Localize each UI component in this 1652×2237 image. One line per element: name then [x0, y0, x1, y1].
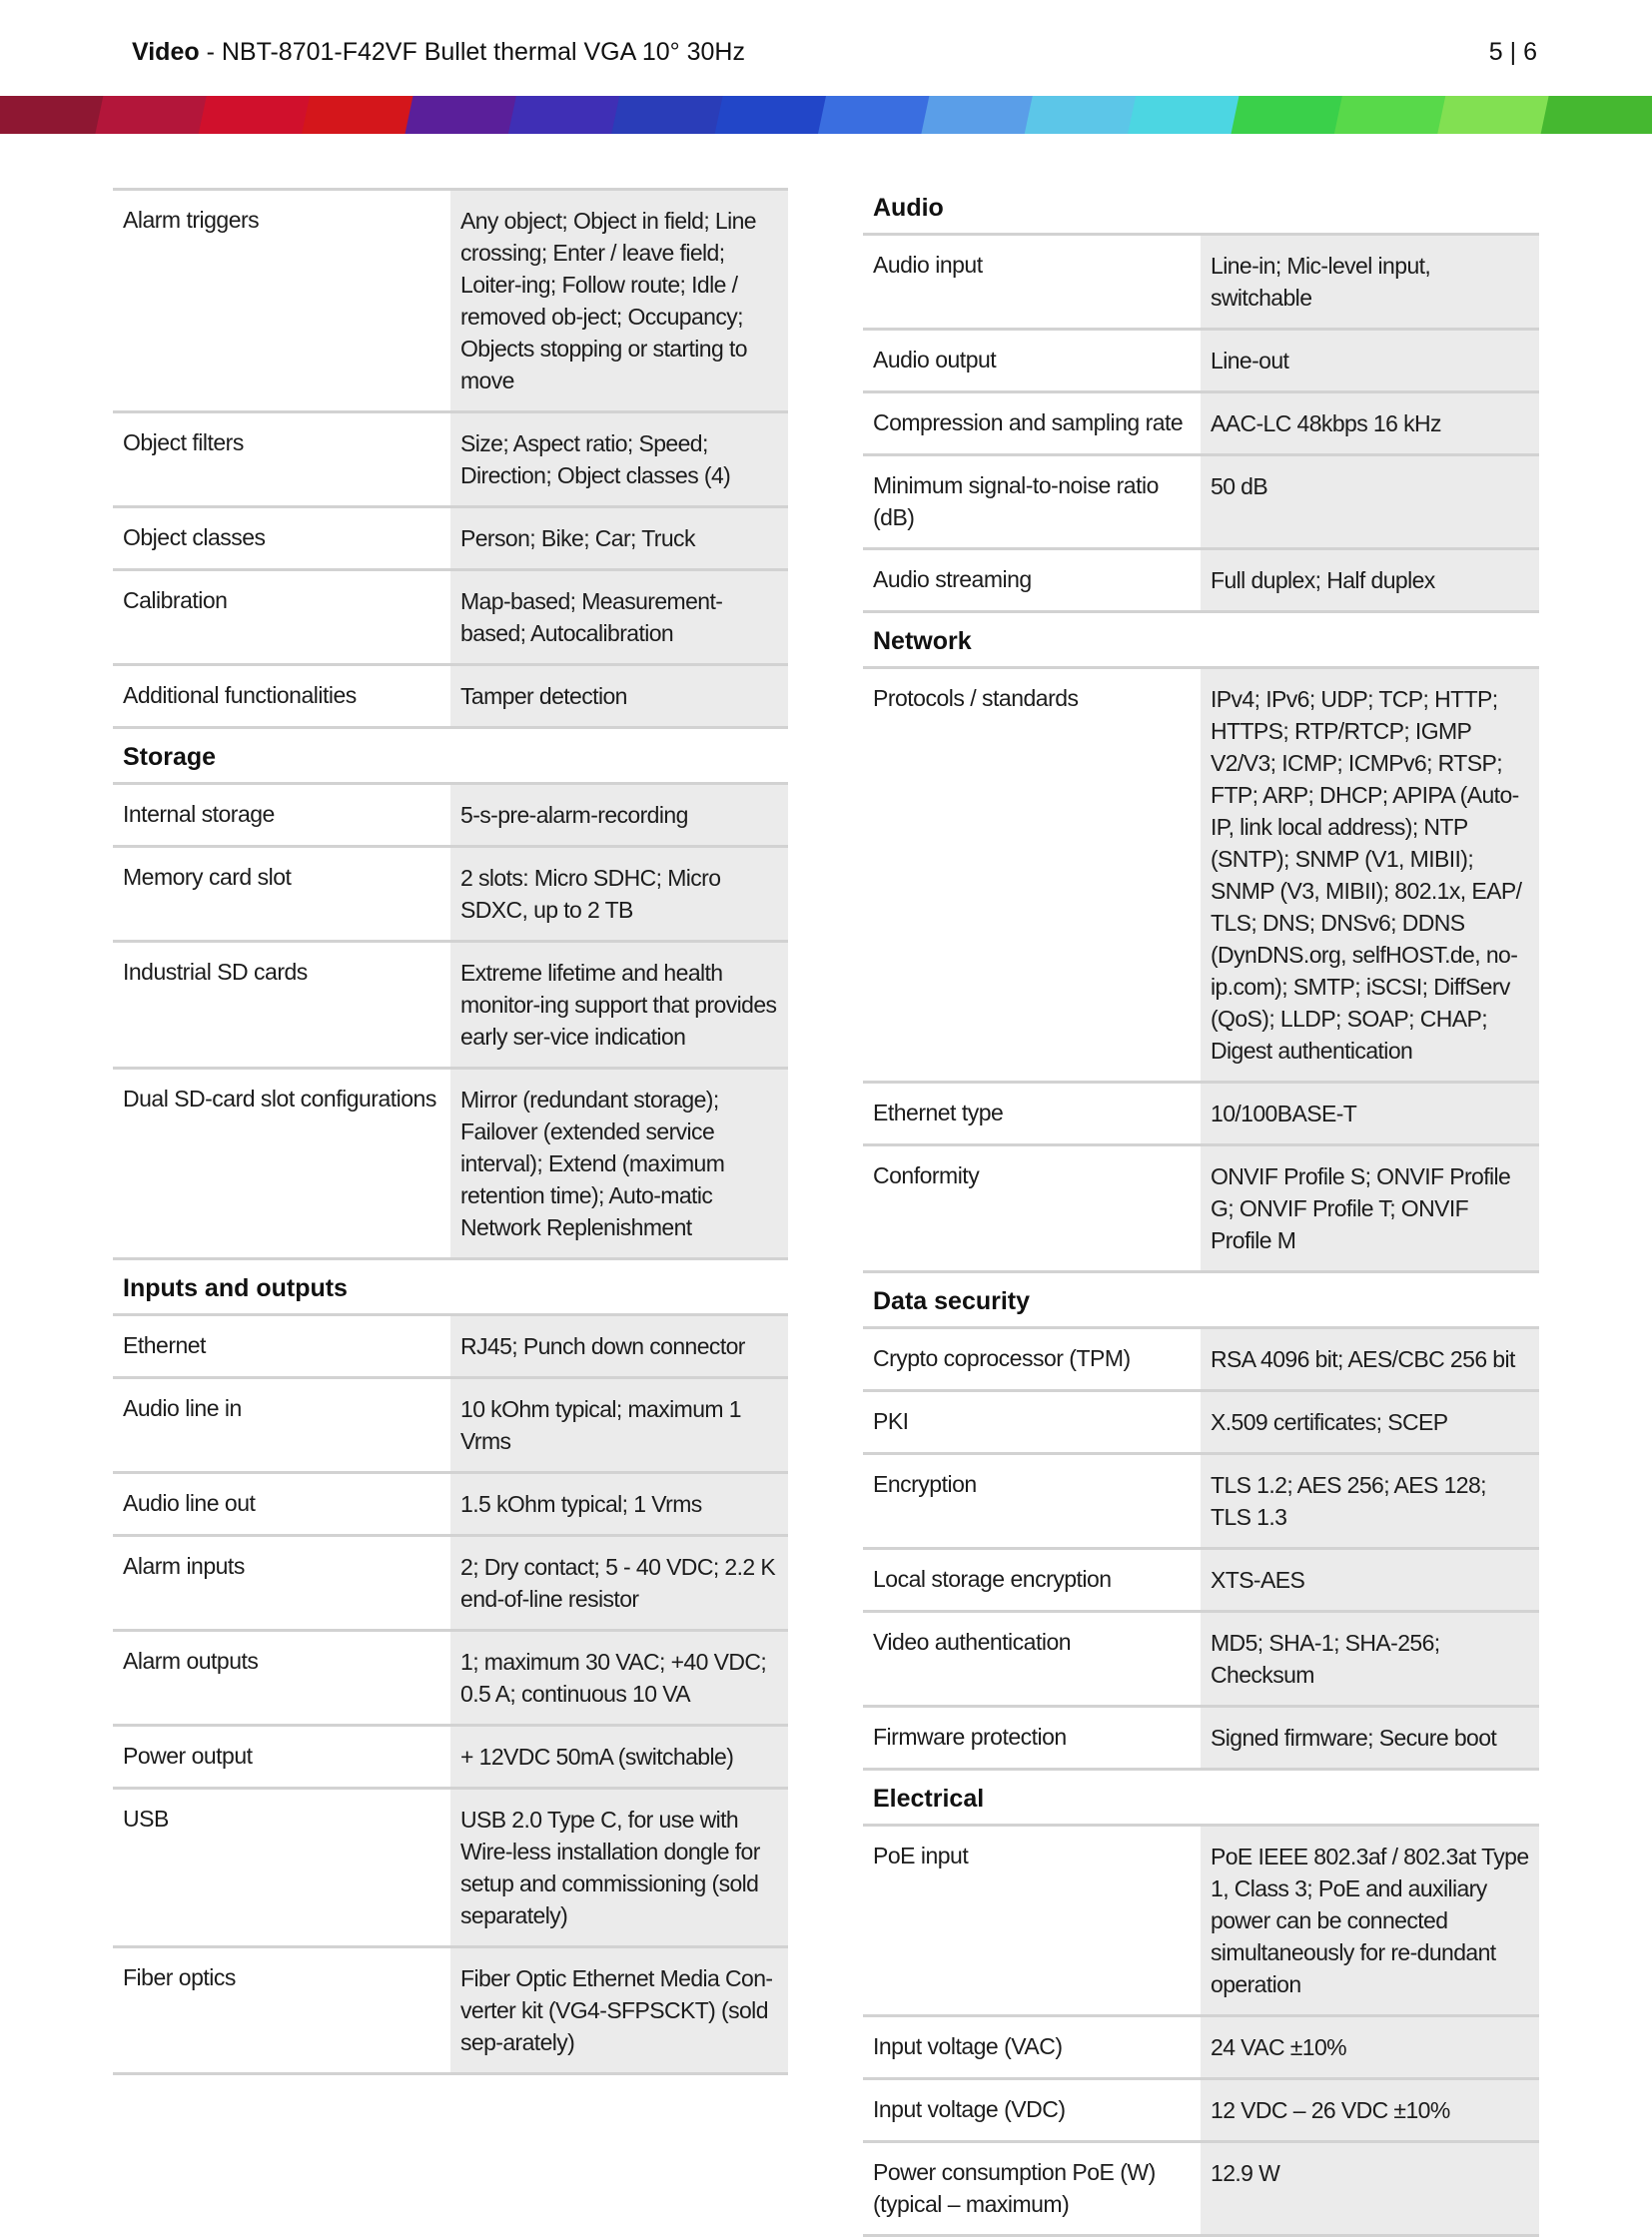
- spec-value: 12 VDC – 26 VDC ±10%: [1201, 2080, 1539, 2140]
- spec-label: Power output: [123, 1743, 253, 1769]
- spec-row-firmware-protection: [863, 1708, 1539, 1771]
- spec-row-ethernet: [113, 1316, 788, 1379]
- spec-value: Any object; Object in field; Line crossing; Enter / leave field; Loiter-ing; Follow route; Idle / removed ob-ject; Occupancy; Objects stopping or starting to move: [450, 191, 788, 410]
- spec-label: Video authentication: [873, 1629, 1072, 1655]
- spec-label: Audio output: [873, 347, 997, 373]
- spec-value: Line-in; Mic-level input, switchable: [1201, 236, 1539, 328]
- spec-label: PoE input: [873, 1843, 969, 1868]
- stripe-segment: [1128, 96, 1246, 134]
- spec-row-pki: [863, 1392, 1539, 1455]
- spec-label: Crypto coprocessor (TPM): [873, 1345, 1131, 1371]
- section-heading: Storage: [113, 729, 788, 785]
- spec-label: Local storage encryption: [873, 1566, 1112, 1592]
- spec-label: Ethernet: [123, 1332, 206, 1358]
- spec-row-crypto-coprocessor-tpm: [863, 1329, 1539, 1392]
- spec-value: ONVIF Profile S; ONVIF Profile G; ONVIF Profile T; ONVIF Profile M: [1201, 1146, 1539, 1270]
- spec-label: Alarm inputs: [123, 1553, 245, 1579]
- spec-row-usb: [113, 1790, 788, 1948]
- spec-label: Object filters: [123, 429, 244, 455]
- spec-value: + 12VDC 50mA (switchable): [450, 1727, 788, 1787]
- spec-value: Line-out: [1201, 331, 1539, 390]
- spec-row-power-output: [113, 1727, 788, 1790]
- spec-row-video-authentication: [863, 1613, 1539, 1708]
- spec-label: PKI: [873, 1408, 909, 1434]
- video-analytics-section: [113, 188, 788, 729]
- stripe-segment: [1025, 96, 1144, 134]
- spec-row-local-storage-encryption: [863, 1550, 1539, 1613]
- spec-value: Person; Bike; Car; Truck: [450, 508, 788, 568]
- spec-row-encryption: [863, 1455, 1539, 1550]
- spec-value: 12.9 W: [1201, 2143, 1539, 2234]
- spec-row-alarm-triggers: [113, 188, 788, 413]
- spec-label: Additional functionalities: [123, 682, 357, 708]
- page-header: [0, 0, 1652, 96]
- spec-row-protocols-standards: [863, 669, 1539, 1084]
- spec-row-audio-line-in: [113, 1379, 788, 1474]
- spec-value: Size; Aspect ratio; Speed; Direction; Object classes (4): [450, 413, 788, 505]
- spec-value: Mirror (redundant storage); Failover (extended service interval); Extend (maximum retention time); Auto-matic Network Replenishment: [450, 1070, 788, 1257]
- section-heading: Data security: [863, 1273, 1539, 1329]
- spec-value: 10 kOhm typical; maximum 1 Vrms: [450, 1379, 788, 1471]
- stripe-segment: [406, 96, 524, 134]
- spec-value: IPv4; IPv6; UDP; TCP; HTTP; HTTPS; RTP/RTCP; IGMP V2/V3; ICMP; ICMPv6; RTSP; FTP; ARP; DHCP; APIPA (Auto-IP, link local address); NTP (SNTP); SNMP (V1, MIBII); SNMP (V3, MIBII); 802.1x, EAP/ TLS; DNS; DNSv6; DDNS (DynDNS.org, selfHOST.de, no-ip.com); SMTP; iSCSI; DiffServ (QoS); LLDP; SOAP; CHAP; Digest authentication: [1201, 669, 1539, 1081]
- spec-value: MD5; SHA-1; SHA-256; Checksum: [1201, 1613, 1539, 1705]
- section-heading: Electrical: [863, 1771, 1539, 1827]
- stripe-segment: [818, 96, 937, 134]
- section-heading: Inputs and outputs: [113, 1260, 788, 1316]
- stripe-segment: [715, 96, 834, 134]
- spec-label: Dual SD-card slot configurations: [123, 1086, 436, 1112]
- spec-label: Fiber optics: [123, 1964, 236, 1990]
- spec-row-memory-card-slot: [113, 848, 788, 943]
- spec-row-power-consumption-poe-w-typical-maximum: [863, 2143, 1539, 2237]
- spec-row-alarm-outputs: [113, 1632, 788, 1727]
- left-spec-column: [113, 188, 788, 2075]
- data-security-section: [863, 1273, 1539, 1771]
- spec-label: Audio input: [873, 252, 983, 278]
- spec-row-compression-and-sampling-rate: [863, 393, 1539, 456]
- spec-label: Memory card slot: [123, 864, 292, 890]
- spec-row-calibration: [113, 571, 788, 666]
- spec-row-input-voltage-vdc: [863, 2080, 1539, 2143]
- stripe-segment: [95, 96, 214, 134]
- spec-label: Protocols / standards: [873, 685, 1079, 711]
- spec-label: Firmware protection: [873, 1724, 1067, 1750]
- spec-value: 50 dB: [1201, 456, 1539, 547]
- spec-value: 2; Dry contact; 5 - 40 VDC; 2.2 K end-of-line resistor: [450, 1537, 788, 1629]
- spec-value: 5-s-pre-alarm-recording: [450, 785, 788, 845]
- stripe-segment: [1232, 96, 1350, 134]
- spec-label: Alarm outputs: [123, 1648, 259, 1674]
- document-product-title: - NBT-8701-F42VF Bullet thermal VGA 10° 30Hz: [199, 38, 745, 66]
- spec-value: 24 VAC ±10%: [1201, 2017, 1539, 2077]
- audio-section: [863, 180, 1539, 613]
- spec-label: Audio line in: [123, 1395, 242, 1421]
- spec-value: PoE IEEE 802.3af / 802.3at Type 1, Class 3; PoE and auxiliary power can be connected simultaneously for re-dundant operation: [1201, 1827, 1539, 2014]
- spec-row-minimum-signal-to-noise-ratio-db: [863, 456, 1539, 550]
- spec-row-fiber-optics: [113, 1948, 788, 2075]
- right-spec-column: [863, 180, 1539, 2237]
- spec-label: Input voltage (VAC): [873, 2033, 1063, 2059]
- spec-label: USB: [123, 1806, 169, 1832]
- spec-row-industrial-sd-cards: [113, 943, 788, 1070]
- stripe-segment: [199, 96, 318, 134]
- storage-section: [113, 729, 788, 1260]
- stripe-segment: [1334, 96, 1453, 134]
- spec-row-input-voltage-vac: [863, 2017, 1539, 2080]
- spec-value: AAC-LC 48kbps 16 kHz: [1201, 393, 1539, 453]
- spec-label: Alarm triggers: [123, 207, 260, 233]
- stripe-segment: [508, 96, 627, 134]
- spec-value: Fiber Optic Ethernet Media Con-verter kit (VG4-SFPSCKT) (sold sep-arately): [450, 1948, 788, 2072]
- spec-value: RSA 4096 bit; AES/CBC 256 bit: [1201, 1329, 1539, 1389]
- inputs-and-outputs-section: [113, 1260, 788, 2075]
- spec-value: 1.5 kOhm typical; 1 Vrms: [450, 1474, 788, 1534]
- spec-row-audio-output: [863, 331, 1539, 393]
- spec-value: X.509 certificates; SCEP: [1201, 1392, 1539, 1452]
- spec-label: Industrial SD cards: [123, 959, 308, 985]
- spec-row-object-filters: [113, 413, 788, 508]
- spec-label: Conformity: [873, 1162, 980, 1188]
- spec-row-audio-line-out: [113, 1474, 788, 1537]
- spec-row-poe-input: [863, 1827, 1539, 2017]
- spec-label: Compression and sampling rate: [873, 409, 1184, 435]
- page-number: 5 | 6: [1488, 38, 1537, 66]
- stripe-segment: [302, 96, 420, 134]
- spec-value: Signed firmware; Secure boot: [1201, 1708, 1539, 1768]
- spec-label: Calibration: [123, 587, 228, 613]
- electrical-section: [863, 1771, 1539, 2237]
- spec-row-dual-sd-card-slot-configurations: [113, 1070, 788, 1260]
- spec-label: Audio line out: [123, 1490, 256, 1516]
- spec-value: Full duplex; Half duplex: [1201, 550, 1539, 610]
- spec-row-ethernet-type: [863, 1084, 1539, 1146]
- spec-row-audio-streaming: [863, 550, 1539, 613]
- stripe-segment: [1541, 96, 1652, 134]
- spec-label: Audio streaming: [873, 566, 1032, 592]
- spec-row-internal-storage: [113, 785, 788, 848]
- spec-row-alarm-inputs: [113, 1537, 788, 1632]
- stripe-segment: [921, 96, 1040, 134]
- spec-value: USB 2.0 Type C, for use with Wire-less installation dongle for setup and commissioning (sold separately): [450, 1790, 788, 1945]
- spec-label: Input voltage (VDC): [873, 2096, 1066, 2122]
- spec-row-conformity: [863, 1146, 1539, 1273]
- section-heading: Audio: [863, 180, 1539, 236]
- network-section: [863, 613, 1539, 1273]
- stripe-segment: [1437, 96, 1556, 134]
- color-stripe-graphic: [0, 96, 1652, 134]
- spec-row-additional-functionalities: [113, 666, 788, 729]
- stripe-segment: [0, 96, 111, 134]
- spec-row-object-classes: [113, 508, 788, 571]
- spec-row-audio-input: [863, 236, 1539, 331]
- spec-value: 1; maximum 30 VAC; +40 VDC; 0.5 A; continuous 10 VA: [450, 1632, 788, 1724]
- spec-label: Encryption: [873, 1471, 977, 1497]
- spec-value: Tamper detection: [450, 666, 788, 726]
- spec-value: 10/100BASE-T: [1201, 1084, 1539, 1143]
- spec-label: Ethernet type: [873, 1100, 1004, 1125]
- spec-label: Object classes: [123, 524, 266, 550]
- section-heading: Network: [863, 613, 1539, 669]
- spec-label: Internal storage: [123, 801, 275, 827]
- spec-label: Power consumption PoE (W) (typical – maximum): [873, 2159, 1156, 2217]
- spec-value: 2 slots: Micro SDHC; Micro SDXC, up to 2 TB: [450, 848, 788, 940]
- spec-value: Map-based; Measurement-based; Autocalibration: [450, 571, 788, 663]
- stripe-segment: [611, 96, 730, 134]
- color-stripe-banner: [0, 96, 1652, 134]
- spec-value: TLS 1.2; AES 256; AES 128; TLS 1.3: [1201, 1455, 1539, 1547]
- spec-value: XTS-AES: [1201, 1550, 1539, 1610]
- spec-label: Minimum signal-to-noise ratio (dB): [873, 472, 1159, 530]
- spec-value: RJ45; Punch down connector: [450, 1316, 788, 1376]
- spec-value: Extreme lifetime and health monitor-ing support that provides early ser-vice indication: [450, 943, 788, 1067]
- document-title: [132, 38, 745, 67]
- document-category: Video: [132, 38, 200, 66]
